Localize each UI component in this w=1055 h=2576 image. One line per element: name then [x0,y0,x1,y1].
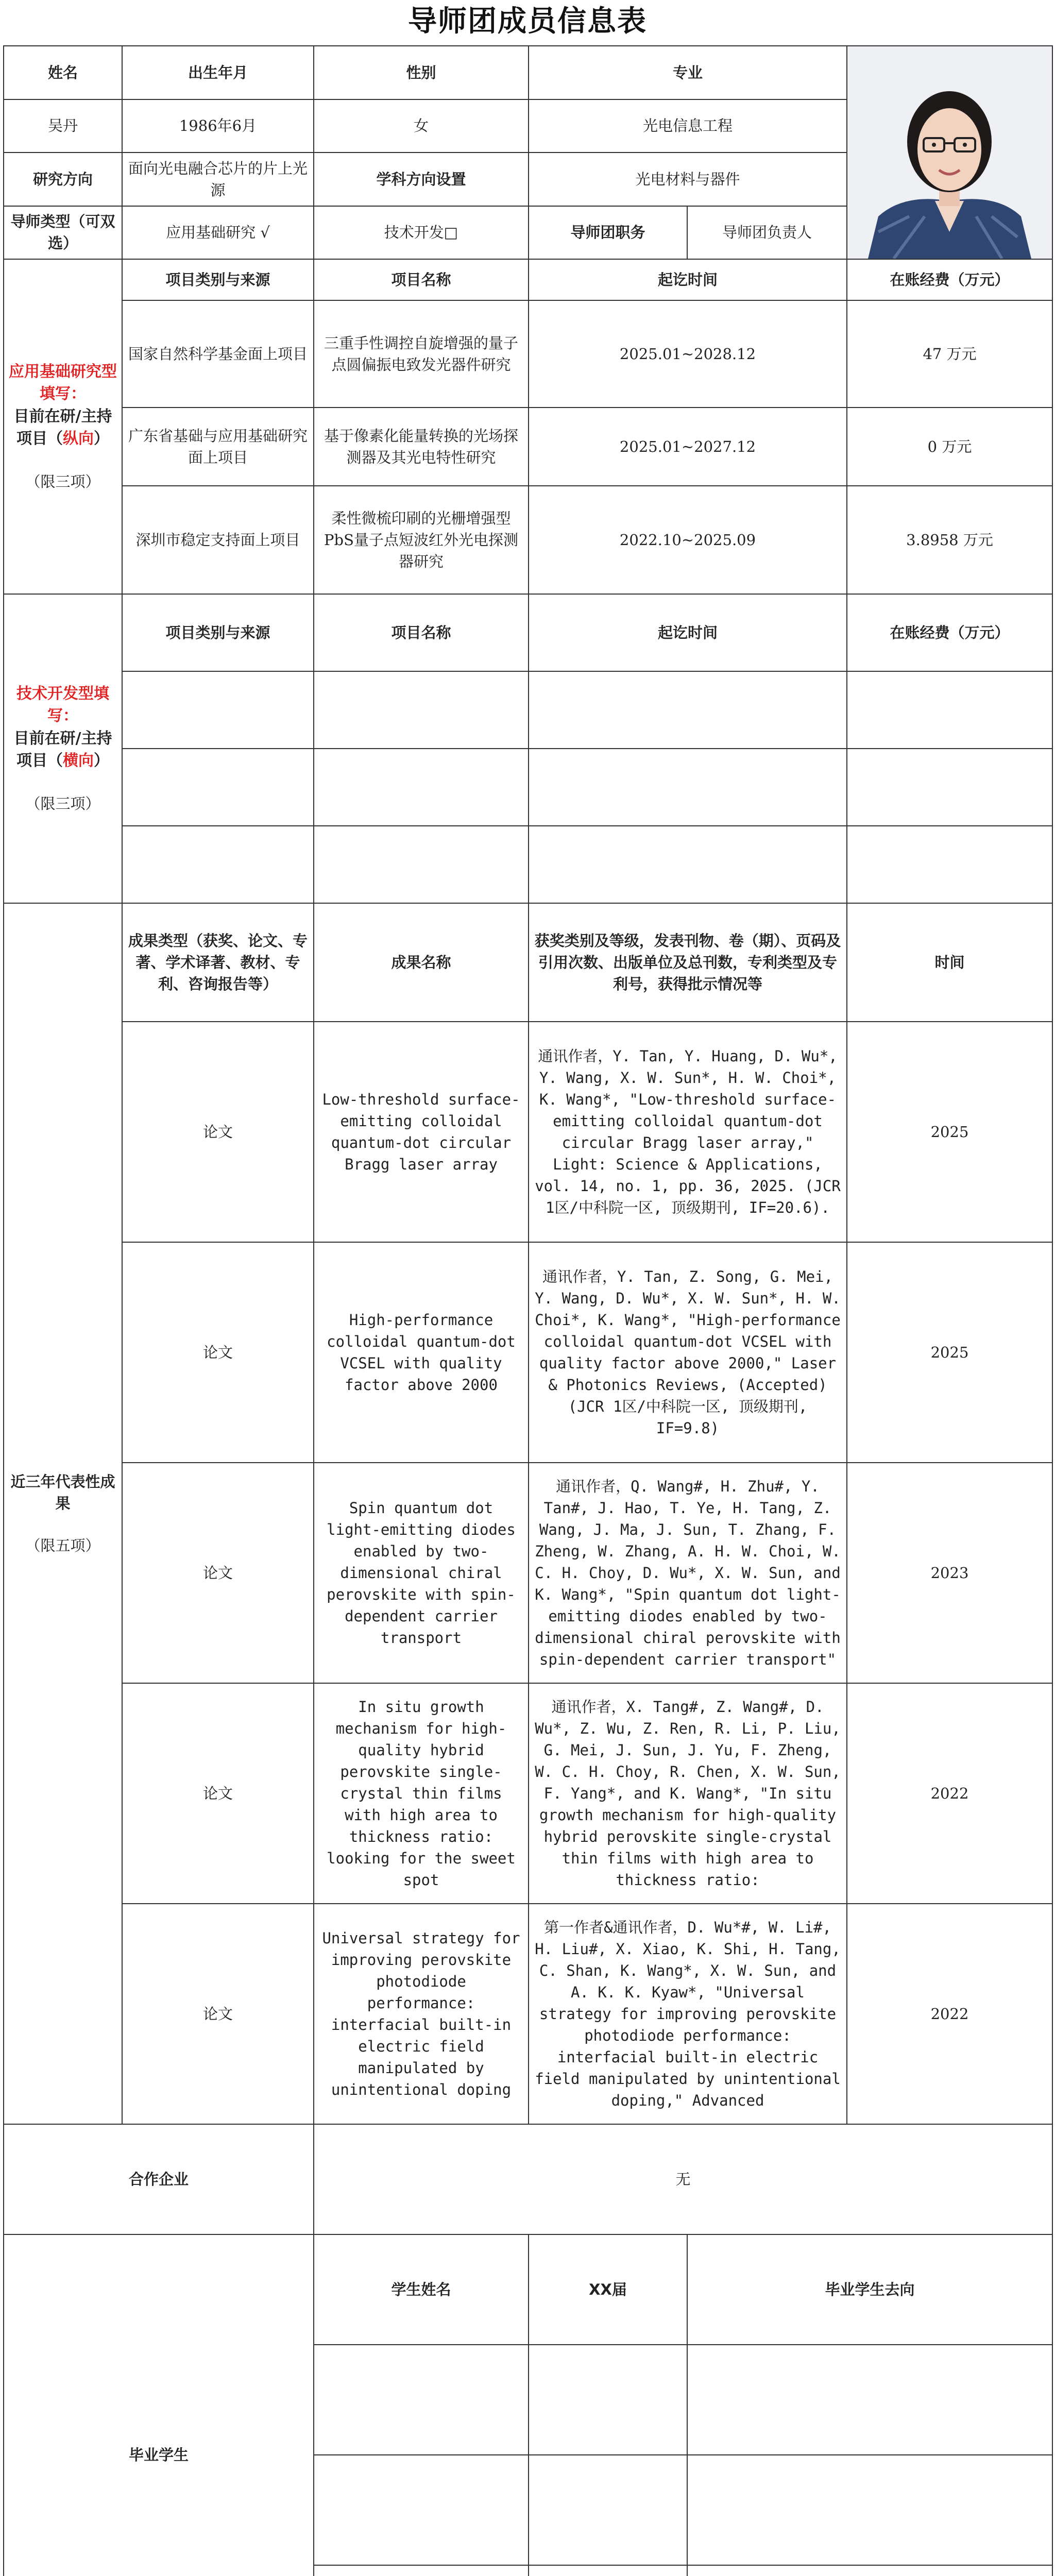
ach-row4-type: 论文 [122,1683,314,1904]
ach-row5-detail: 第一作者&通讯作者，D. Wu*#, W. Li#, H. Liu#, X. Xiao, K. Shi, H. Tang, C. Shan, K. Wang*, X. W. Sun, and A. K. K. Kyaw*, "Universal strategy for improving perovskite photodiode performance: interfacial built-in electric field manipulated by unintentional doping," Advanced [529,1904,847,2124]
bp-row1-period: 2025.01~2028.12 [529,300,847,408]
tech-projects-label: 技术开发型填写： 目前在研/主持项目（横向） （限三项） [4,594,122,903]
ach-header-detail: 获奖类别及等级，发表刊物、卷（期）、页码及引用次数、出版单位及总刊数，专利类型及专利号，获得批示情况等 [529,903,847,1022]
ach-row4-year: 2022 [847,1683,1052,1904]
ach-row2-detail: 通讯作者，Y. Tan, Z. Song, G. Mei, Y. Wang, D. Wu*, X. W. Sun*, H. W. Choi*, K. Wang*, "High-performance colloidal quantum-dot VCSEL with quality factor above 2000," Laser & Photonics Reviews, (Accepted)(JCR 1区/中科院一区, 顶级期刊, IF=9.8) [529,1242,847,1463]
discipline-value: 光电材料与器件 [529,152,847,206]
bp-header-name: 项目名称 [314,259,529,300]
grad-row3-dest [687,2565,1052,2576]
grad-header-name: 学生姓名 [314,2234,529,2345]
discipline-label: 学科方向设置 [314,152,529,206]
grad-row2-name [314,2455,529,2565]
bp-row2-source: 广东省基础与应用基础研究面上项目 [122,408,314,486]
birth-label: 出生年月 [122,46,314,99]
grad-row1-dest [687,2345,1052,2455]
grad-header-dest: 毕业学生去向 [687,2234,1052,2345]
portrait-image [847,46,1052,259]
tp-row2-source [122,749,314,826]
tp-row3-period [529,826,847,903]
tp-row3-funds [847,826,1052,903]
birth-value: 1986年6月 [122,99,314,153]
basic-projects-limit: （限三项） [25,472,100,490]
info-table [3,45,1053,2576]
partner-value: 无 [314,2124,1052,2234]
grad-row3-year [529,2565,687,2576]
ach-header-name: 成果名称 [314,903,529,1022]
bp-header-funds: 在账经费（万元） [847,259,1052,300]
grad-header-year: XX届 [529,2234,687,2345]
ach-row5-name: Universal strategy for improving perovskite photodiode performance: interfacial built-in electric field manipulated by unintentional doping [314,1904,529,2124]
partner-label: 合作企业 [4,2124,314,2234]
ach-row5-type: 论文 [122,1904,314,2124]
grad-row3-name [314,2565,529,2576]
name-label: 姓名 [4,46,122,99]
ach-row3-year: 2023 [847,1463,1052,1683]
gender-label: 性别 [314,46,529,99]
bp-row1-source: 国家自然科学基金面上项目 [122,300,314,408]
ach-header-type: 成果类型（获奖、论文、专著、学术译著、教材、专利、咨询报告等） [122,903,314,1022]
direction-label: 研究方向 [4,152,122,206]
bp-row2-name: 基于像素化能量转换的光场探测器及其光电特性研究 [314,408,529,486]
major-label: 专业 [529,46,847,99]
bp-row2-period: 2025.01~2027.12 [529,408,847,486]
ach-row4-name: In situ growth mechanism for high-quality hybrid perovskite single-crystal thin films with high area to thickness ratio: looking for the sweet spot [314,1683,529,1904]
grad-row2-dest [687,2455,1052,2565]
type-label: 导师类型（可双选） [4,206,122,260]
tp-header-source: 项目类别与来源 [122,594,314,671]
tp-header-period: 起讫时间 [529,594,847,671]
ach-header-year: 时间 [847,903,1052,1022]
bp-row3-name: 柔性微梳印刷的光栅增强型PbS量子点短波红外光电探测器研究 [314,486,529,594]
tp-row2-period [529,749,847,826]
ach-row3-detail: 通讯作者，Q. Wang#, H. Zhu#, Y. Tan#, J. Hao, T. Ye, H. Tang, Z. Wang, J. Ma, J. Sun, T. Zhang, F. Zheng, W. Zhang, A. H. W. Choi, W. C. H. Choy, D. Wu*, X. W. Sun, and K. Wang*, "Spin quantum dot light-emitting diodes enabled by two-dimensional chiral perovskite with spin-dependent carrier transport" [529,1463,847,1683]
ach-row4-detail: 通讯作者，X. Tang#, Z. Wang#, D. Wu*, Z. Wu, Z. Ren, R. Li, P. Liu, G. Mei, J. Sun, J. Yu, F. Zheng, W. C. H. Choy, R. Chen, X. W. Sun, F. Yang*, and K. Wang*, "In situ growth mechanism for high-quality hybrid perovskite single-crystal thin films with high area to thickness ratio: [529,1683,847,1904]
type-applied: 应用基础研究 √ [122,206,314,260]
bp-row1-name: 三重手性调控自旋增强的量子点圆偏振电致发光器件研究 [314,300,529,408]
bp-row3-period: 2022.10~2025.09 [529,486,847,594]
type-tech: 技术开发□ [314,206,529,260]
ach-row2-year: 2025 [847,1242,1052,1463]
ach-row1-name: Low-threshold surface-emitting colloidal quantum-dot circular Bragg laser array [314,1022,529,1242]
grad-row2-year [529,2455,687,2565]
tp-header-funds: 在账经费（万元） [847,594,1052,671]
bp-row2-funds: 0 万元 [847,408,1052,486]
tp-row1-funds [847,671,1052,749]
tp-row1-source [122,671,314,749]
ach-row1-year: 2025 [847,1022,1052,1242]
tp-row3-name [314,826,529,903]
page-title: 导师团成员信息表 [408,5,647,38]
tp-row1-name [314,671,529,749]
tech-projects-limit: （限三项） [25,794,100,812]
direction-value: 面向光电融合芯片的片上光源 [122,152,314,206]
tp-row1-period [529,671,847,749]
tp-row3-source [122,826,314,903]
major-value: 光电信息工程 [529,99,847,153]
basic-projects-label: 应用基础研究型填写： 目前在研/主持项目（纵向） （限三项） [4,259,122,594]
bp-row1-funds: 47 万元 [847,300,1052,408]
bp-row3-funds: 3.8958 万元 [847,486,1052,594]
profile-photo [847,46,1052,259]
grad-row1-year [529,2345,687,2455]
grad-row1-name [314,2345,529,2455]
ach-row2-name: High-performance colloidal quantum-dot VCSEL with quality factor above 2000 [314,1242,529,1463]
ach-row3-name: Spin quantum dot light-emitting diodes enabled by two-dimensional chiral perovskite with spin-dependent carrier transport [314,1463,529,1683]
tp-header-name: 项目名称 [314,594,529,671]
name-value: 吴丹 [4,99,122,153]
ach-row1-type: 论文 [122,1022,314,1242]
ach-row3-type: 论文 [122,1463,314,1683]
bp-row3-source: 深圳市稳定支持面上项目 [122,486,314,594]
achievements-limit: （限五项） [25,1537,100,1555]
tp-row2-funds [847,749,1052,826]
ach-row2-type: 论文 [122,1242,314,1463]
role-label: 导师团职务 [529,206,687,260]
ach-row1-detail: 通讯作者，Y. Tan, Y. Huang, D. Wu*, Y. Wang, X. W. Sun*, H. W. Choi*, K. Wang*, "Low-threshold surface-emitting colloidal quantum-dot circular Bragg laser array," Light: Science & Applications, vol. 14, no. 1, pp. 36, 2025. (JCR 1区/中科院一区, 顶级期刊, IF=20.6). [529,1022,847,1242]
bp-header-source: 项目类别与来源 [122,259,314,300]
gender-value: 女 [314,99,529,153]
tp-row2-name [314,749,529,826]
achievements-label: 近三年代表性成果 （限五项） [4,903,122,2124]
ach-row5-year: 2022 [847,1904,1052,2124]
role-value: 导师团负责人 [687,206,847,260]
bp-header-period: 起讫时间 [529,259,847,300]
graduates-label: 毕业学生 [4,2234,314,2576]
